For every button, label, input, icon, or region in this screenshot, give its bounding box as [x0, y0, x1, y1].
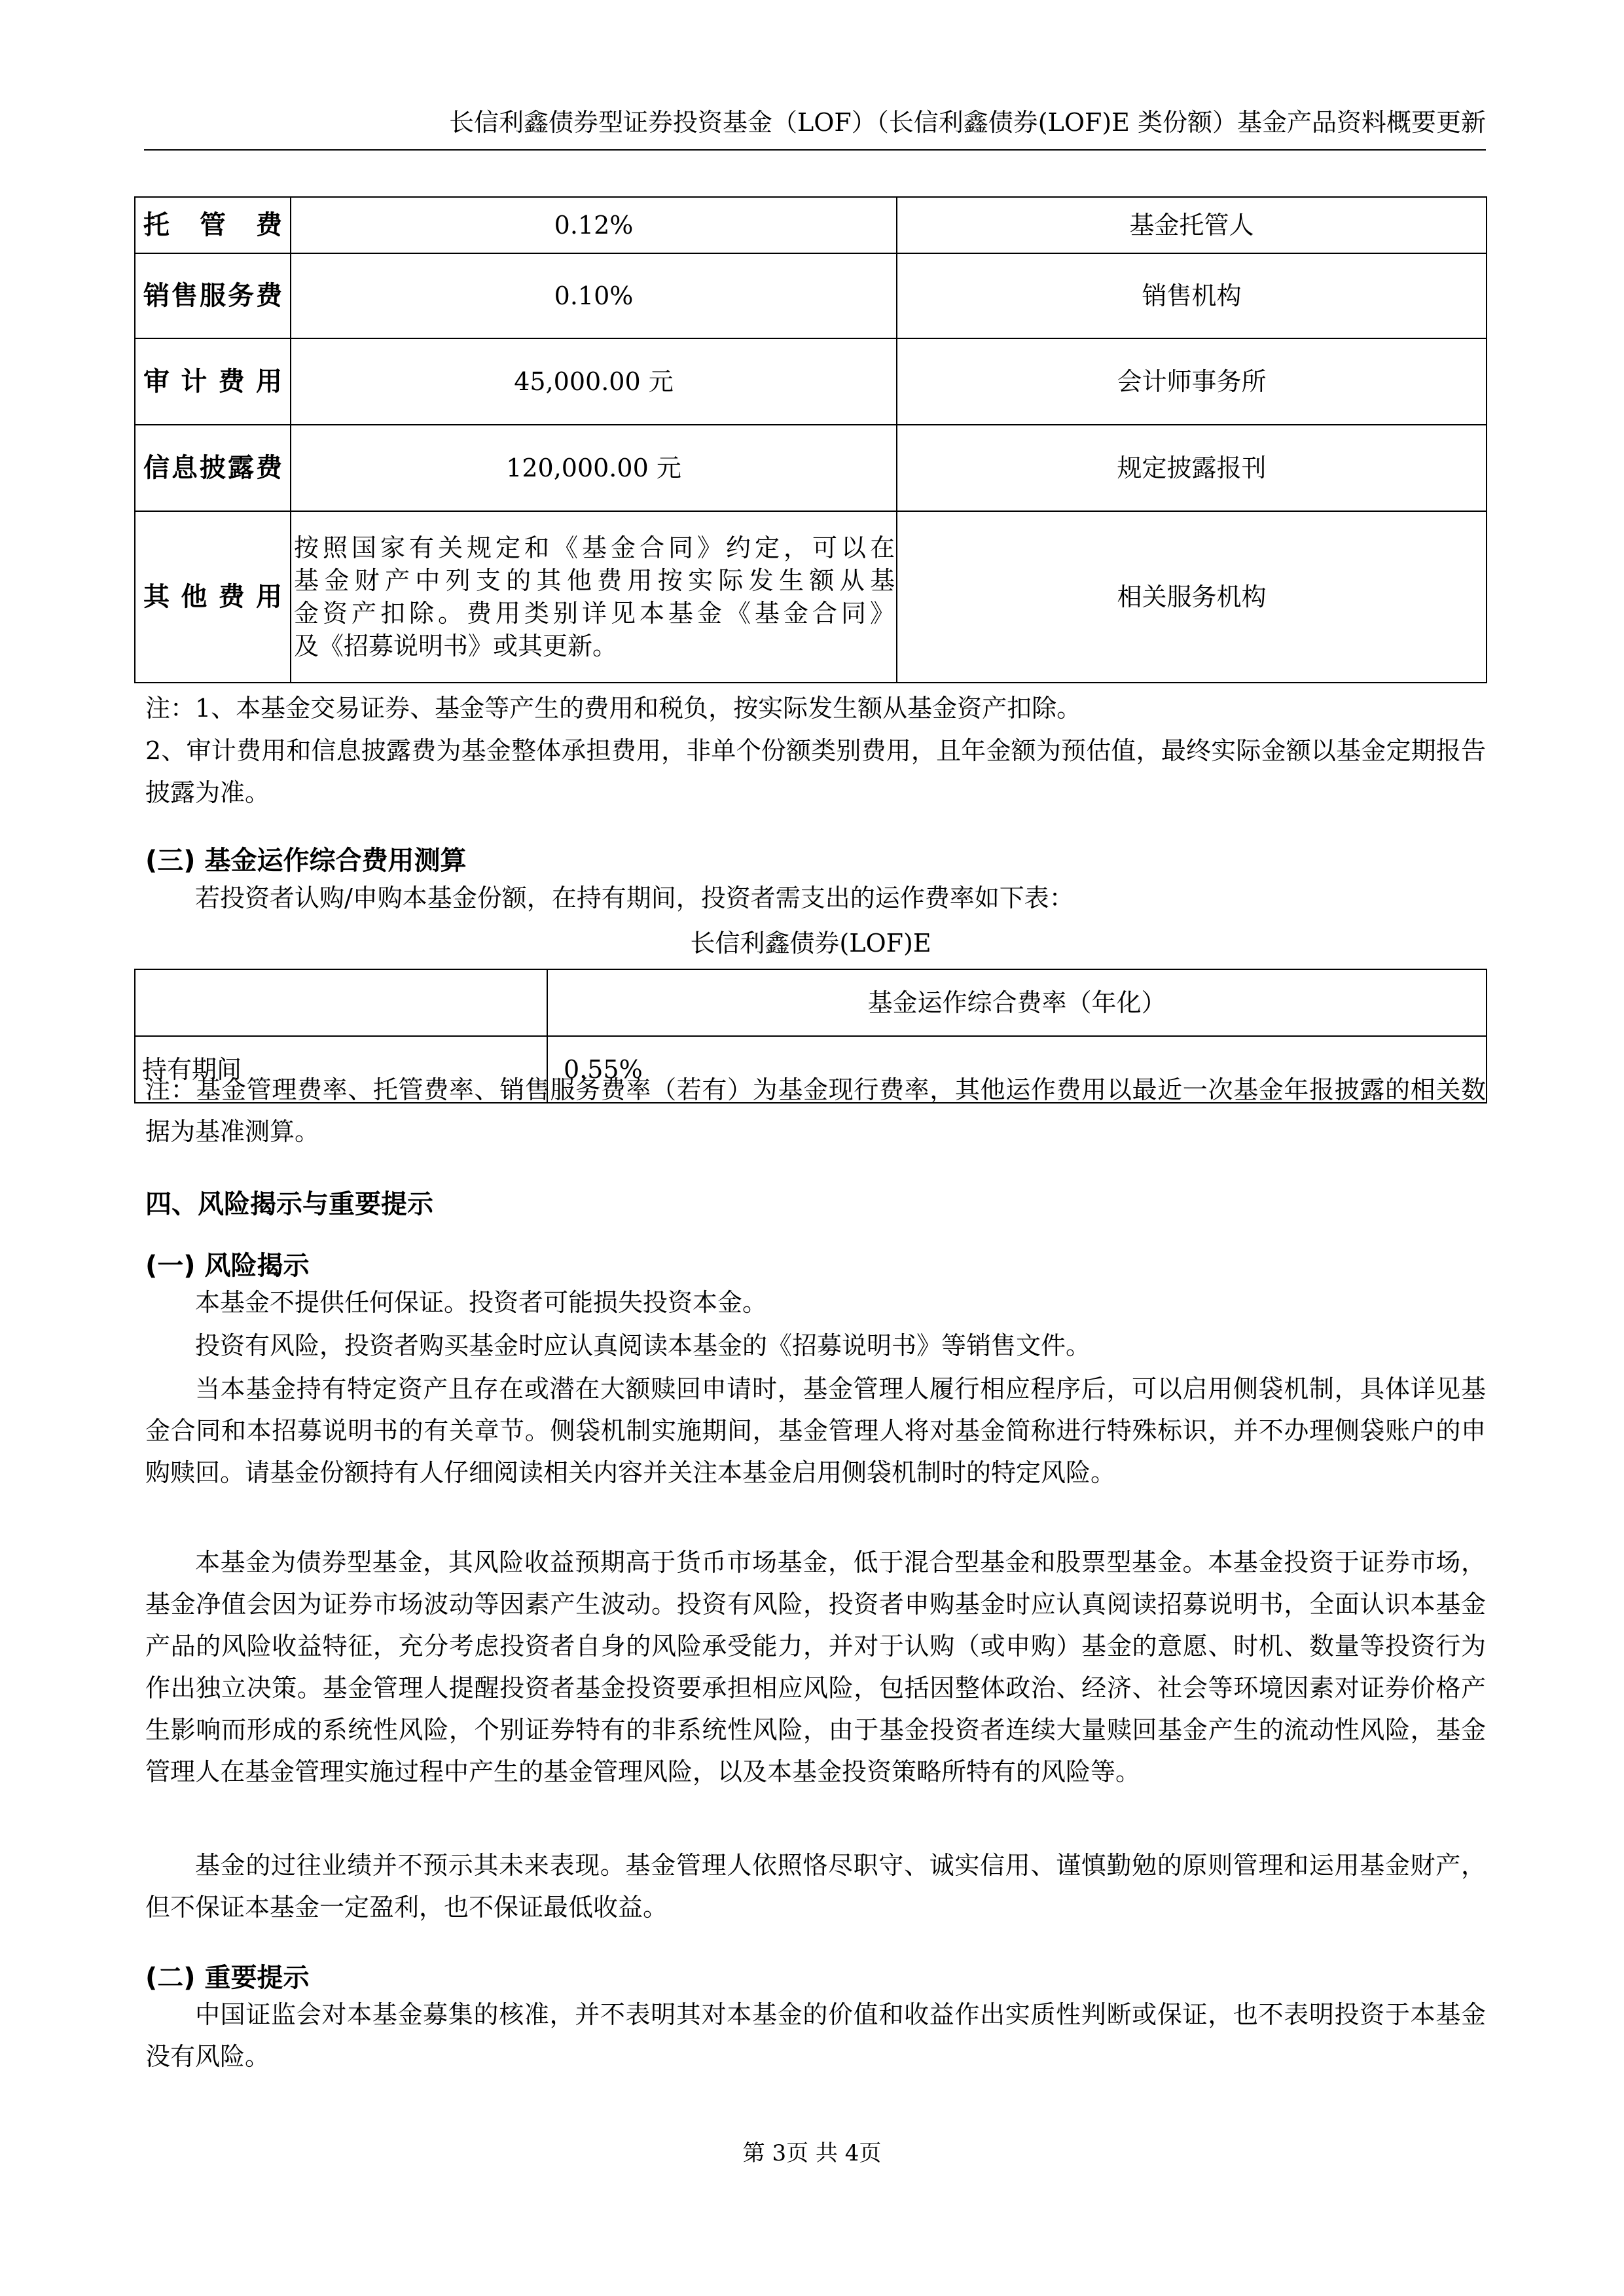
section3-heading: (三) 基金运作综合费用测算	[145, 846, 467, 876]
fee-item-label: 销售服务费	[135, 253, 291, 338]
risk-disclosure-heading: (一) 风险揭示	[145, 1251, 310, 1281]
fee-payee: 基金托管人	[897, 197, 1487, 253]
risk-paragraph: 投资有风险，投资者购买基金时应认真阅读本基金的《招募说明书》等销售文件。	[195, 1331, 1091, 1360]
table-row	[135, 511, 1487, 683]
fee-rate-description-line: 金资产扣除。费用类别详见本基金《基金合同》	[294, 599, 895, 628]
page-number: 第 3页 共 4页	[742, 2140, 882, 2166]
fee-payee: 会计师事务所	[897, 338, 1487, 425]
fee-rate-description-line: 及《招募说明书》或其更新。	[294, 632, 618, 660]
risk-paragraph: 本基金为债券型基金，其风险收益预期高于货币市场基金，低于混合型基金和股票型基金。本基金投资于证券市场，基金净值会因为证券市场波动等因素产生波动。投资有风险，投资者申购基金时应认真阅读招募说明书，全面认识本基金产品的风险收益特征，充分考虑投资者自身的风险承受能力，并对于认购（或申购）基金的意愿、时机、数量等投资行为作出独立决策。基金管理人提醒投资者基金投资要承担相应风险，包括因整体政治、经济、社会等环境因素对证券价格产生影响而形成的系统性风险，个别证券特有的非系统性风险，由于基金投资者连续大量赎回基金产生的流动性风险，基金管理人在基金管理实施过程中产生的基金管理风险，以及本基金投资策略所特有的风险等。	[145, 1548, 1486, 1786]
risk-paragraph: 当本基金持有特定资产且存在或潜在大额赎回申请时，基金管理人履行相应程序后，可以启用侧袋机制，具体详见基金合同和本招募说明书的有关章节。侧袋机制实施期间，基金管理人将对基金简称进行特殊标识，并不办理侧袋账户的申购赎回。请基金份额持有人仔细阅读相关内容并关注本基金启用侧袋机制时的特定风险。	[145, 1374, 1486, 1487]
table-row	[135, 338, 1487, 425]
table-row	[135, 425, 1487, 511]
fee-rate: 0.10%	[291, 253, 897, 338]
fee-item-label: 其他费用	[135, 511, 291, 683]
section4-heading: 四、风险揭示与重要提示	[145, 1189, 433, 1219]
important-notice-heading: (二) 重要提示	[145, 1963, 310, 1993]
fee-rate: 0.12%	[291, 197, 897, 253]
risk-paragraph: 基金的过往业绩并不预示其未来表现。基金管理人依照恪尽职守、诚实信用、谨慎勤勉的原则管理和运用基金财产，但不保证本基金一定盈利，也不保证最低收益。	[145, 1851, 1486, 1922]
fee-payee: 相关服务机构	[897, 511, 1487, 683]
rate-table-caption: 长信利鑫债券(LOF)E	[690, 929, 931, 958]
fee-payee: 销售机构	[897, 253, 1487, 338]
section3-note: 注：基金管理费率、托管费率、销售服务费率（若有）为基金现行费率，其他运作费用以最近一次基金年报披露的相关数据为基准测算。	[145, 1075, 1486, 1146]
important-notice-paragraph: 中国证监会对本基金募集的核准，并不表明其对本基金的价值和收益作出实质性判断或保证，也不表明投资于本基金没有风险。	[145, 2000, 1486, 2071]
fee-note-2: 2、审计费用和信息披露费为基金整体承担费用，非单个份额类别费用，且年金额为预估值，最终实际金额以基金定期报告披露为准。	[145, 736, 1486, 807]
fee-item-label: 托管费	[135, 197, 291, 253]
risk-paragraph: 本基金不提供任何保证。投资者可能损失投资本金。	[195, 1288, 768, 1317]
fee-rate: 45,000.00 元	[291, 338, 897, 425]
table-header-row	[135, 969, 1487, 1036]
header-rule	[144, 149, 1486, 151]
holding-period-rate: 0.55%	[547, 1036, 1487, 1103]
fee-note-1: 注：1、本基金交易证券、基金等产生的费用和税负，按实际发生额从基金资产扣除。	[145, 694, 1082, 723]
table-row	[135, 253, 1487, 338]
fee-item-label: 审计费用	[135, 338, 291, 425]
table-header-empty	[135, 969, 547, 1036]
table-header-rate: 基金运作综合费率（年化）	[547, 969, 1487, 1036]
fee-payee: 规定披露报刊	[897, 425, 1487, 511]
fee-item-label: 信息披露费	[135, 425, 291, 511]
holding-period-label: 持有期间	[135, 1036, 547, 1103]
section3-intro: 若投资者认购/申购本基金份额，在持有期间，投资者需支出的运作费率如下表：	[195, 884, 1074, 912]
document-header-title: 长信利鑫债券型证券投资基金（LOF）（长信利鑫债券(LOF)E 类份额）基金产品资料概要更新	[449, 108, 1486, 137]
fee-rate-description-line: 基金财产中列支的其他费用按实际发生额从基	[294, 566, 895, 595]
fee-table	[134, 196, 1487, 683]
table-row	[135, 197, 1487, 253]
fee-rate: 120,000.00 元	[291, 425, 897, 511]
fee-rate-description-line: 按照国家有关规定和《基金合同》约定，可以在	[294, 533, 895, 562]
fee-rate-description	[291, 511, 897, 683]
